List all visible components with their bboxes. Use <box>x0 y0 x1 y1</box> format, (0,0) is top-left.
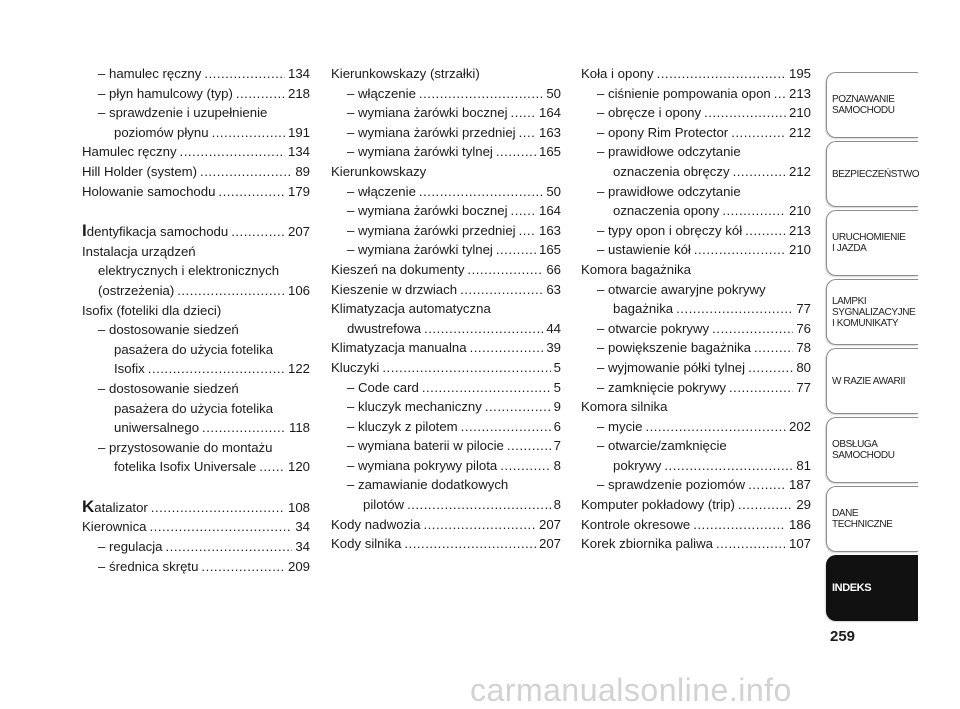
entry-page: 165 <box>538 144 561 160</box>
section-tab-label: POZNAWANIE SAMOCHODU <box>832 94 895 116</box>
entry-text: – prawidłowe odczytanie <box>597 144 741 160</box>
entry-text: uniwersalnego <box>114 420 200 436</box>
entry-page: 63 <box>546 281 561 297</box>
dot-leader <box>151 498 285 518</box>
entry-page: 76 <box>796 320 811 336</box>
entry-text: Kieszenie w drzwiach <box>331 281 458 297</box>
index-entry <box>331 456 561 476</box>
index-entry <box>82 438 310 477</box>
dot-leader <box>694 240 786 260</box>
entry-page: 34 <box>295 539 310 555</box>
entry-text: – sprawdzenie i uzupełnienie <box>98 105 268 121</box>
dot-leader <box>500 456 550 476</box>
index-entry <box>82 379 310 438</box>
entry-text: – płyn hamulcowy (typ) <box>98 85 233 101</box>
entry-text: – włączenie <box>347 183 416 199</box>
entry-text: – zamknięcie pokrywy <box>597 379 726 395</box>
dot-leader <box>733 162 786 182</box>
entry-page: 8 <box>553 457 561 473</box>
section-tab[interactable] <box>826 141 918 207</box>
index-entry <box>331 358 561 378</box>
entry-text: Kierownica <box>82 519 147 535</box>
entry-page: 122 <box>287 361 310 377</box>
entry-text: – otwarcie awaryjne pokrywy <box>597 281 766 297</box>
entry-page: 34 <box>295 519 310 535</box>
index-letter: I <box>82 221 87 241</box>
entry-page: 134 <box>287 144 310 160</box>
entry-page: 50 <box>546 85 561 101</box>
entry-page: 164 <box>538 105 561 121</box>
index-letter: K <box>82 496 95 516</box>
entry-text: – wymiana żarówki tylnej <box>347 144 493 160</box>
index-entry <box>331 338 561 358</box>
entry-page: 66 <box>546 261 561 277</box>
entry-page: 187 <box>788 477 811 493</box>
entry-page: 179 <box>287 183 310 199</box>
index-column-3 <box>581 64 811 554</box>
index-entry <box>331 534 561 554</box>
index-entry <box>581 123 811 143</box>
dot-leader <box>424 319 543 339</box>
index-entry <box>82 182 310 202</box>
entry-text: – wymiana żarówki bocznej <box>347 105 508 121</box>
index-entry <box>581 436 811 475</box>
dot-leader <box>460 280 543 300</box>
index-entry <box>581 142 811 181</box>
index-entry <box>581 358 811 378</box>
dot-leader <box>745 221 786 241</box>
entry-page: 9 <box>553 399 561 415</box>
entry-text: Isofix <box>114 361 145 377</box>
index-entry <box>82 242 310 301</box>
index-entry <box>331 142 561 162</box>
section-tab-label: OBSŁUGA SAMOCHODU <box>832 439 895 461</box>
entry-text: Koła i opony <box>581 66 654 81</box>
entry-text: – otwarcie pokrywy <box>597 320 710 336</box>
entry-page: 207 <box>287 224 310 240</box>
entry-text: Kody silnika <box>331 536 402 552</box>
entry-text: (ostrzeżenia) <box>98 282 175 298</box>
entry-page: 78 <box>796 340 811 356</box>
entry-page: 207 <box>538 536 561 552</box>
entry-page: 218 <box>287 85 310 101</box>
index-entry <box>82 557 310 577</box>
dot-leader <box>218 182 285 202</box>
dot-leader <box>507 436 551 456</box>
entry-text: Komputer pokładowy (trip) <box>581 497 735 513</box>
dot-leader <box>236 84 285 104</box>
section-tab-label: W RAZIE AWARII <box>832 375 906 387</box>
index-entry <box>331 515 561 535</box>
watermark: carmanualsonline.info <box>470 672 792 708</box>
entry-page: 207 <box>538 516 561 532</box>
entry-text: – Code card <box>347 379 419 395</box>
entry-text: – wymiana żarówki przedniej <box>347 222 516 238</box>
section-tab-label: BEZPIECZEŃSTWO <box>832 168 920 180</box>
section-tab-label: URUCHOMIENIE I JAZDA <box>832 232 906 254</box>
entry-page: 163 <box>538 222 561 238</box>
index-entry <box>331 280 561 300</box>
entry-page: 5 <box>553 359 561 375</box>
index-entry <box>82 497 310 518</box>
entry-page: 186 <box>788 516 811 532</box>
index-entry <box>581 495 811 515</box>
entry-text: dentyfikacja samochodu <box>86 224 229 240</box>
index-entry <box>581 319 811 339</box>
index-column-1 <box>82 64 310 576</box>
entry-text: – obręcze i opony <box>597 105 702 121</box>
entry-page: 108 <box>287 499 310 515</box>
index-entry <box>581 103 811 123</box>
index-entry <box>331 201 561 221</box>
entry-text: – otwarcie/zamknięcie <box>597 438 727 454</box>
entry-page: 77 <box>796 301 811 317</box>
dot-leader <box>748 475 786 495</box>
dot-leader <box>716 534 786 554</box>
entry-text: – wyjmowanie półki tylnej <box>597 359 746 375</box>
entry-page: 77 <box>796 379 811 395</box>
index-entry <box>331 378 561 398</box>
entry-text: – ustawienie kół <box>597 242 691 258</box>
dot-leader <box>693 515 786 535</box>
index-entry <box>82 142 310 162</box>
entry-text: – średnica skrętu <box>98 558 199 574</box>
index-entry <box>331 417 561 437</box>
index-entry <box>82 103 310 142</box>
entry-page: 202 <box>788 418 811 434</box>
dot-leader <box>177 281 285 301</box>
dot-leader <box>470 338 544 358</box>
entry-page: 213 <box>788 85 811 101</box>
index-entry <box>581 475 811 495</box>
index-entry <box>581 515 811 535</box>
entry-text: – prawidłowe odczytanie <box>597 183 741 199</box>
index-entry <box>581 64 811 84</box>
entry-text: Hill Holder (system) <box>82 163 198 179</box>
index-entry <box>581 182 811 221</box>
index-entry <box>331 240 561 260</box>
entry-page: 212 <box>788 124 811 140</box>
dot-leader <box>676 299 793 319</box>
entry-text: atalizator <box>94 499 148 515</box>
section-tab[interactable] <box>826 555 918 621</box>
entry-text: Kierunkowskazy (strzałki) <box>331 66 480 81</box>
index-entry <box>331 84 561 104</box>
section-tab-label: DANE TECHNICZNE <box>832 508 893 530</box>
index-entry <box>581 84 811 104</box>
entry-text: pasażera do użycia fotelika <box>114 341 274 357</box>
entry-text: Holowanie samochodu <box>82 183 216 199</box>
section-tab[interactable] <box>826 72 918 138</box>
entry-page: 5 <box>553 379 561 395</box>
index-entry <box>331 260 561 280</box>
dot-leader <box>519 221 536 241</box>
entry-page: 212 <box>788 163 811 179</box>
section-tab[interactable] <box>826 279 918 345</box>
dot-leader <box>204 64 285 84</box>
index-entry <box>82 162 310 182</box>
dot-leader <box>496 142 536 162</box>
dot-leader <box>419 182 543 202</box>
entry-page: 210 <box>788 203 811 219</box>
dot-leader <box>738 495 793 515</box>
entry-text: bagażnika <box>613 301 674 317</box>
dot-leader <box>180 142 285 162</box>
dot-leader <box>712 319 793 339</box>
index-entry <box>331 436 561 456</box>
entry-page: 120 <box>287 459 310 475</box>
index-entry <box>581 338 811 358</box>
index-entry <box>82 84 310 104</box>
section-tab[interactable] <box>826 486 918 552</box>
entry-text: Kluczyki <box>331 359 380 375</box>
dot-leader <box>467 260 543 280</box>
entry-page: 191 <box>287 124 310 140</box>
index-entry <box>581 417 811 437</box>
index-entry <box>331 221 561 241</box>
entry-text: Kierunkowskazy <box>331 163 427 179</box>
dot-leader <box>731 123 786 143</box>
dot-leader <box>166 537 293 557</box>
index-entry <box>331 103 561 123</box>
dot-leader <box>148 359 285 379</box>
entry-text: Klimatyzacja manualna <box>331 340 467 356</box>
index-entry <box>331 182 561 202</box>
index-entry <box>581 378 811 398</box>
index-entry <box>581 240 811 260</box>
entry-text: Komora silnika <box>581 399 668 415</box>
entry-text: – mycie <box>597 418 643 434</box>
entry-text: Instalacja urządzeń <box>82 243 196 259</box>
page-number: 259 <box>830 628 856 645</box>
entry-text: – dostosowanie siedzeń <box>98 322 239 338</box>
dot-leader <box>729 378 793 398</box>
entry-page: 213 <box>788 222 811 238</box>
index-entry <box>82 537 310 557</box>
entry-page: 6 <box>553 418 561 434</box>
entry-text: Klimatyzacja automatyczna <box>331 301 491 317</box>
entry-text: – hamulec ręczny <box>98 66 202 81</box>
index-entry <box>331 299 561 338</box>
entry-text: – włączenie <box>347 85 416 101</box>
dot-leader <box>754 338 793 358</box>
dot-leader <box>519 123 536 143</box>
dot-leader <box>422 378 551 398</box>
dot-leader <box>657 64 786 84</box>
entry-page: 118 <box>288 420 310 436</box>
index-entry <box>82 301 310 321</box>
entry-text: Korek zbiornika paliwa <box>581 536 713 552</box>
index-entry <box>82 517 310 537</box>
entry-text: Kieszeń na dokumenty <box>331 261 465 277</box>
entry-page: 195 <box>788 66 811 81</box>
dot-leader <box>202 418 286 438</box>
entry-text: Komora bagażnika <box>581 261 691 277</box>
index-entry <box>581 260 811 280</box>
index-entry <box>581 221 811 241</box>
entry-text: – typy opon i obręczy kół <box>597 222 743 238</box>
index-entry <box>331 475 561 514</box>
entry-text: pasażera do użycia fotelika <box>114 400 274 416</box>
entry-text: pokrywy <box>613 457 662 473</box>
entry-page: 165 <box>538 242 561 258</box>
index-column-2 <box>331 64 561 554</box>
entry-text: – kluczyk mechaniczny <box>347 399 482 415</box>
entry-page: 134 <box>287 66 310 81</box>
dot-leader <box>404 534 536 554</box>
dot-leader <box>407 495 551 515</box>
entry-page: 209 <box>287 558 310 574</box>
entry-page: 50 <box>546 183 561 199</box>
entry-text: oznaczenia obręczy <box>613 163 730 179</box>
entry-text: – powiększenie bagażnika <box>597 340 751 356</box>
entry-page: 106 <box>287 282 310 298</box>
entry-text: – ciśnienie pompowania opon <box>597 85 771 101</box>
dot-leader <box>200 162 292 182</box>
dot-leader <box>511 201 536 221</box>
entry-text: Kody nadwozia <box>331 516 421 532</box>
dot-leader <box>774 84 786 104</box>
index-entry <box>82 221 310 242</box>
entry-text: Kontrole okresowe <box>581 516 691 532</box>
dot-leader <box>511 103 536 123</box>
entry-text: – regulacja <box>98 539 163 555</box>
dot-leader <box>704 103 786 123</box>
section-tab[interactable] <box>826 348 918 414</box>
dot-leader <box>461 417 551 437</box>
index-entry <box>331 123 561 143</box>
index-entry <box>331 162 561 182</box>
dot-leader <box>212 123 285 143</box>
entry-page: 80 <box>796 359 811 375</box>
section-tab-label: LAMPKI SYGNALIZACYJNE I KOMUNIKATY <box>832 295 916 329</box>
entry-page: 39 <box>546 340 561 356</box>
entry-page: 81 <box>796 457 811 473</box>
entry-page: 44 <box>546 320 561 336</box>
entry-text: – dostosowanie siedzeń <box>98 380 239 396</box>
entry-text: Isofix (foteliki dla dzieci) <box>82 302 222 318</box>
entry-text: oznaczenia opony <box>613 203 720 219</box>
dot-leader <box>485 397 551 417</box>
index-entry <box>331 64 561 84</box>
entry-text: – wymiana baterii w pilocie <box>347 438 504 454</box>
index-entry <box>82 64 310 84</box>
entry-page: 8 <box>553 497 561 513</box>
entry-page: 210 <box>788 105 811 121</box>
dot-leader <box>259 457 285 477</box>
index-entry <box>82 320 310 379</box>
entry-text: – opony Rim Protector <box>597 124 729 140</box>
entry-text: – zamawianie dodatkowych <box>347 477 509 493</box>
entry-text: poziomów płynu <box>114 124 209 140</box>
entry-text: – wymiana żarówki bocznej <box>347 203 508 219</box>
entry-text: – wymiana pokrywy pilota <box>347 457 498 473</box>
dot-leader <box>748 358 793 378</box>
entry-text: dwustrefowa <box>347 320 422 336</box>
dot-leader <box>722 201 786 221</box>
entry-page: 89 <box>295 163 310 179</box>
entry-text: – kluczyk z pilotem <box>347 418 458 434</box>
dot-leader <box>150 517 293 537</box>
entry-text: pilotów <box>363 497 405 513</box>
entry-text: – wymiana żarówki tylnej <box>347 242 493 258</box>
index-entry <box>581 280 811 319</box>
section-tab-label: INDEKS <box>832 581 872 594</box>
dot-leader <box>231 222 285 242</box>
entry-page: 163 <box>538 124 561 140</box>
dot-leader <box>423 515 536 535</box>
index-entry <box>581 397 811 417</box>
index-entry <box>581 534 811 554</box>
entry-text: – wymiana żarówki przedniej <box>347 124 516 140</box>
entry-text: – przystosowanie do montażu <box>98 439 273 455</box>
entry-text: Hamulec ręczny <box>82 144 177 160</box>
entry-text: elektrycznych i elektronicznych <box>98 263 280 279</box>
entry-page: 29 <box>796 497 811 513</box>
dot-leader <box>664 456 793 476</box>
section-tab[interactable] <box>826 210 918 276</box>
entry-page: 210 <box>788 242 811 258</box>
dot-leader <box>496 240 536 260</box>
entry-page: 164 <box>538 203 561 219</box>
dot-leader <box>201 557 285 577</box>
dot-leader <box>382 358 550 378</box>
dot-leader <box>645 417 786 437</box>
entry-page: 107 <box>788 536 811 552</box>
section-tab[interactable] <box>826 417 918 483</box>
index-entry <box>331 397 561 417</box>
entry-text: – sprawdzenie poziomów <box>597 477 746 493</box>
dot-leader <box>419 84 543 104</box>
entry-page: 7 <box>553 438 561 454</box>
entry-text: fotelika Isofix Universale <box>114 459 257 475</box>
